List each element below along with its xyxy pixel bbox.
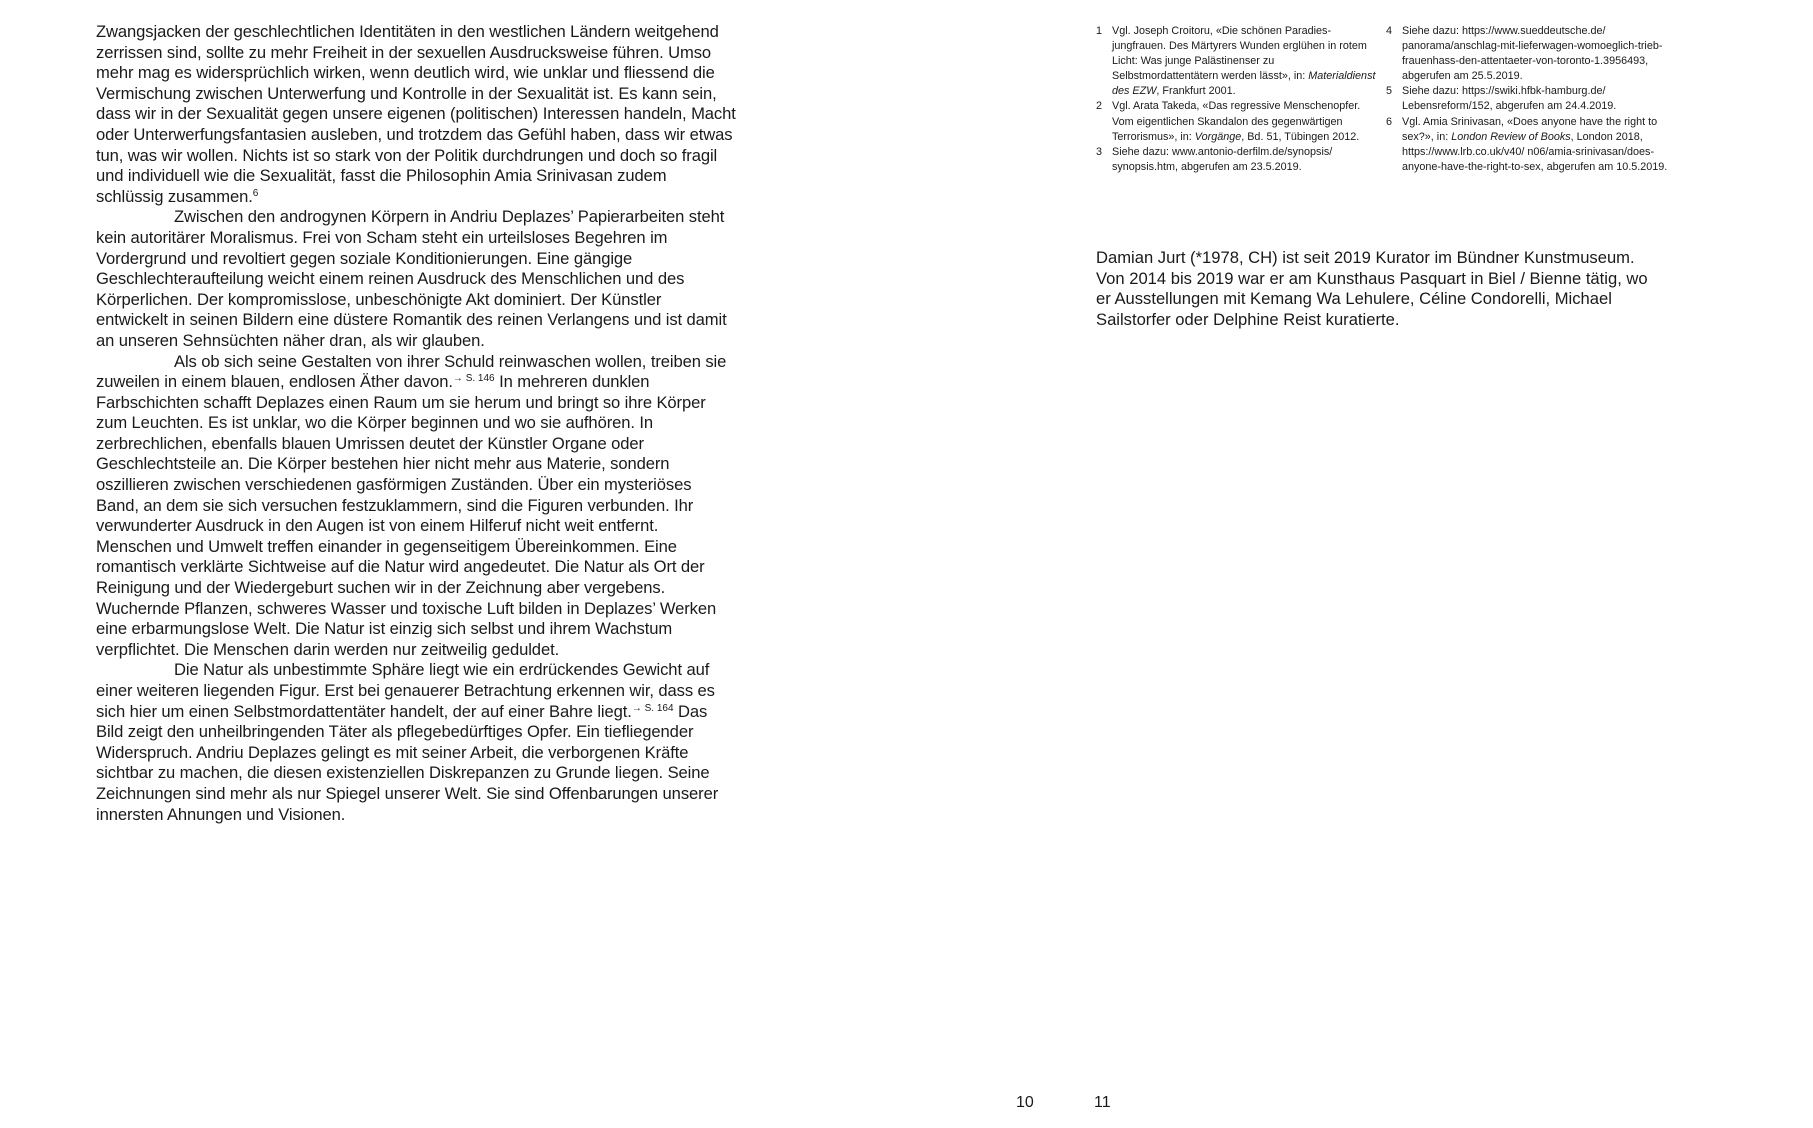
footnotes-column-2 xyxy=(1386,24,1676,175)
page-number-right: 11 xyxy=(1094,1094,1111,1111)
paragraph-3-text: Als ob sich seine Gestalten von ihrer Schuld reinwaschen wollen, treiben sie zuweilen in einem blauen, endlosen Äther davon. xyxy=(96,351,727,392)
main-body-text xyxy=(96,22,736,825)
paragraph-3-tail: In mehreren dunklen Farbschichten schafft Deplazes einen Raum um sie herum und bringt so ihre Körper zum Leuchten. Es ist unklar, wo die Körper beginnen und wo sie aufhören. In zerbrechlichen, ebenfalls blauen Umrissen deutet der Künstler Organe oder Geschlechtsteile an. Die Körper bestehen hier nicht mehr aus Materie, sondern oszillieren zwischen verschiedenen gasförmigen Zuständen. Über ein mysteriöses Band, an dem sie sich versuchen festzuklammern, sind die Figuren verbunden. Ihr verwunderter Ausdruck in den Augen ist von einem Hilferuf nicht weit entfernt. Menschen und Umwelt treffen einander in gegenseitigem Übereinkommen. Eine romantisch verklärte Sichtweise auf die Natur wird angedeutet. Die Natur als Ort der Reinigung und der Wiedergeburt suchen wir in der Zeichnung aber vergebens. Wuchernde Pflanzen, schweres Wasser und toxische Luft bilden in Deplazes’ Werken eine erbarmungslose Welt. Die Natur ist einzig sich selbst und ihrem Wachstum verpflichtet. Die Menschen darin werden nur zeitweilig geduldet. xyxy=(96,372,717,659)
footnote-number: 4 xyxy=(1386,25,1393,37)
footnote-text: Vgl. Joseph Croitoru, «Die schönen Paradiesjungfrauen. Des Märtyrers Wunden erglühen in rotem Licht: Was junge Palästinenser zu Selbstmordattentätern werden lässt», in: xyxy=(1112,25,1367,83)
paragraph-1 xyxy=(96,22,736,207)
footnote-text-end: , London 2018, https://www.lrb.co.uk/v40/ n06/amia-srinivasan/does-anyone-have-the-right-to-sex, abgerufen am 10.5.2019. xyxy=(1402,130,1668,173)
footnote-title: Materialdienst des EZW xyxy=(1112,70,1376,98)
footnote-text: Siehe dazu: www.antonio-derfilm.de/synopsis/ synopsis.htm, abgerufen am 23.5.2019. xyxy=(1112,145,1333,173)
footnote-text-end: , Frankfurt 2001. xyxy=(1156,85,1236,98)
footnote-number: 6 xyxy=(1386,115,1393,128)
footnote-6 xyxy=(1386,115,1676,175)
paragraph-4-text: Die Natur als unbestimmte Sphäre liegt wie ein erdrückendes Gewicht auf einer weiteren liegenden Figur. Erst bei genauerer Betrachtung erkennen wir, dass es sich hier um einen Selbstmordattentäter handelt, der auf einer Bahre liegt. xyxy=(96,660,715,721)
author-bio: Damian Jurt (*1978, CH) ist seit 2019 Kurator im Bündner Kunstmuseum. Von 2014 bis 2019 war er am Kunsthaus Pasquart in Biel / Bienne tätig, wo er Ausstellungen mit Kemang Wa Lehulere, Céline Condorelli, Michael Sailstorfer oder Delphine Reist kuratierte. xyxy=(1096,248,1648,329)
footnote-text: Vgl. Arata Takeda, «Das regressive Menschenopfer. Vom eigentlichen Skandalon des gegenwärtigen Terrorismus», in: xyxy=(1112,100,1361,143)
paragraph-4 xyxy=(96,660,736,825)
footnote-4 xyxy=(1386,24,1676,84)
paragraph-1-text: Zwangsjacken der geschlechtlichen Identitäten in den westlichen Ländern weitgehend zerrissen sind, sollte zu mehr Freiheit in der sexuellen Ausdrucksweise führen. Umso mehr mag es widersprüchlich wirken, wenn deutlich wird, wie unklar und fliessend die Vermischung zwischen Unterwerfung und Kontrolle in der Sexualität ist. Es kann sein, dass wir in der Sexualität gegen unsere eigenen (politischen) Interessen handeln, Macht oder Unterwerfungsfantasien ausleben, und trotzdem das Gefühl haben, dass wir etwas tun, was wir wollen. Nichts ist so stark von der Politik durchdrungen und doch so fragil und individuell wie die Sexualität, fasst die Philosophin Amia Srinivasan zudem schlüssig zusammen. xyxy=(96,22,736,206)
footnote-number: 5 xyxy=(1386,85,1393,98)
footnote-number: 2 xyxy=(1096,100,1103,113)
paragraph-3 xyxy=(96,352,736,661)
footnote-5 xyxy=(1386,84,1676,114)
footnote-2 xyxy=(1096,99,1376,144)
cross-ref-s164: → S. 164 xyxy=(631,702,674,714)
cross-ref-s146: → S. 146 xyxy=(452,373,495,385)
footnote-3 xyxy=(1096,145,1376,175)
footnote-ref-6: 6 xyxy=(252,187,259,199)
footnote-number: 1 xyxy=(1096,25,1103,37)
footnote-number: 3 xyxy=(1096,145,1103,158)
footnotes-column-1 xyxy=(1096,24,1376,175)
paragraph-4-tail: Das Bild zeigt den unheilbringenden Täter als pflegebedürftiges Opfer. Ein tiefliegender Widerspruch. Andriu Deplazes gelingt es mit seiner Arbeit, die verborgenen Kräfte sichtbar zu machen, die diesen existenziellen Diskrepanzen zu Grunde liegen. Seine Zeichnungen sind mehr als nur Spiegel unserer Welt. Sie sind Offenbarungen unserer innersten Ahnungen und Visionen. xyxy=(96,701,719,824)
paragraph-2-text: Zwischen den androgynen Körpern in Andriu Deplazes’ Papierarbeiten steht kein autoritärer Moralismus. Frei von Scham steht ein urteilsloses Begehren im Vordergrund und revoltiert gegen soziale Konditionierungen. Eine gängige Geschlechteraufteilung weicht einem reinen Ausdruck des Menschlichen und des Körperlichen. Der kompromisslose, unbeschönigte Akt dominiert. Der Künstler entwickelt in seinen Bildern eine düstere Romantik des reinen Verlangens und ist damit an unseren Sehnsüchten näher dran, als wir glauben. xyxy=(96,207,727,350)
page-number-left: 10 xyxy=(1016,1094,1034,1111)
paragraph-2 xyxy=(96,207,736,351)
footnote-text: Siehe dazu: https://www.sueddeutsche.de/ panorama/anschlag-mit-lieferwagen-womoeglich-trieb-frauenhass-den-attentaeter-von-toronto-1.3956493, abgerufen am 25.5.2019. xyxy=(1402,25,1663,83)
footnote-text: Vgl. Amia Srinivasan, «Does anyone have the right to sex?», in: xyxy=(1402,115,1658,143)
footnote-title: London Review of Books xyxy=(1451,130,1571,143)
footnote-title: Vorgänge xyxy=(1194,130,1242,143)
footnote-1 xyxy=(1096,24,1376,99)
footnote-text: Siehe dazu: https://swiki.hfbk-hamburg.de/ Lebensreform/152, abgerufen am 24.4.2019. xyxy=(1402,85,1617,113)
footnote-text-end: , Bd. 51, Tübingen 2012. xyxy=(1241,130,1360,143)
